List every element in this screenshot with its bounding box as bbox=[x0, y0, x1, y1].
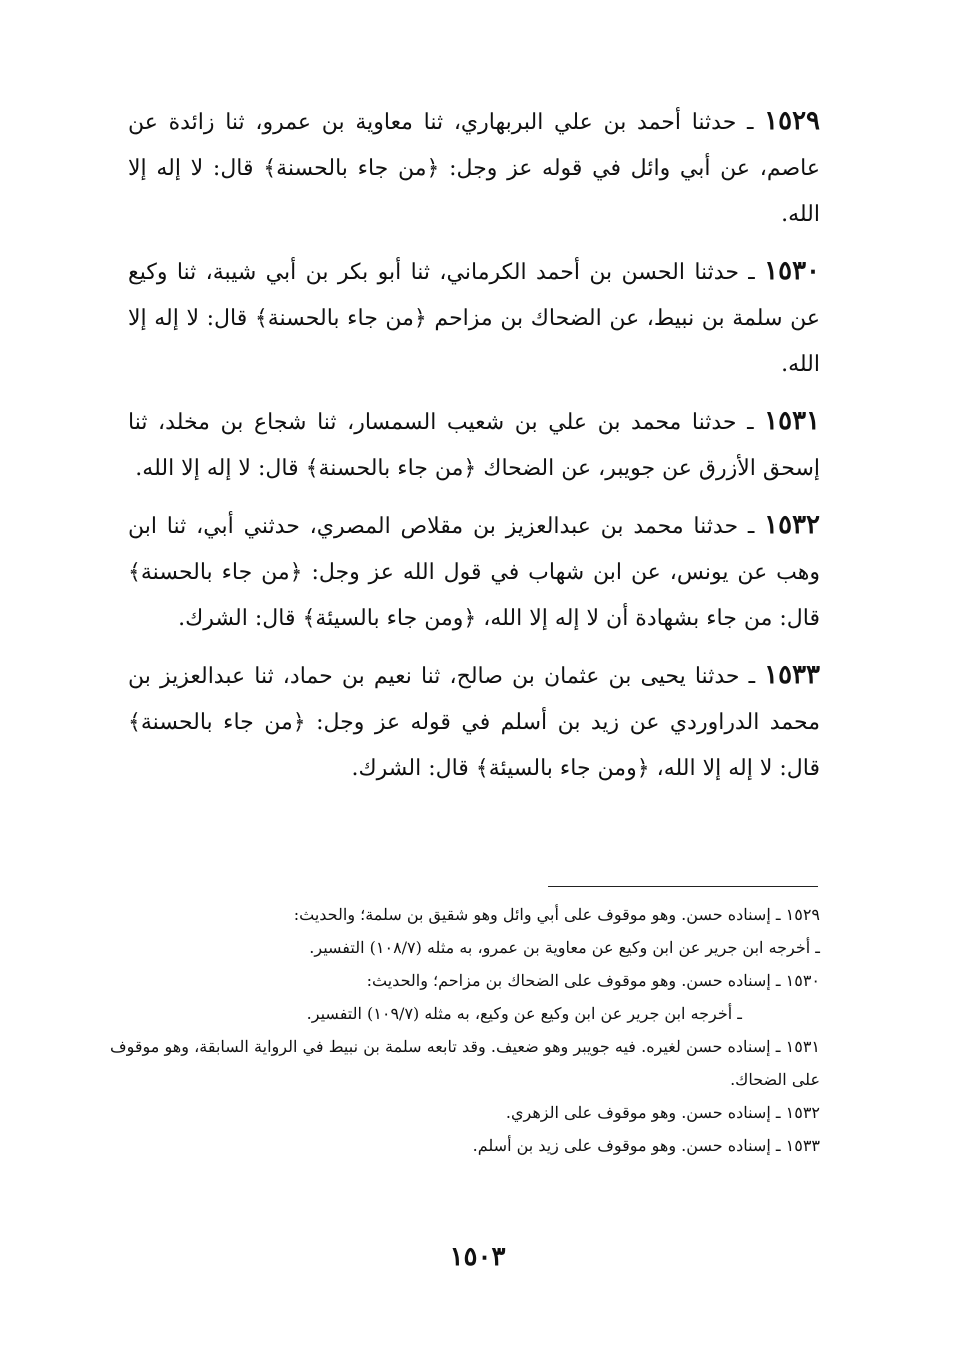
hadith-number: ١٥٢٩ bbox=[764, 106, 820, 136]
footnote-1530-source bbox=[110, 997, 820, 1030]
footnote-text: ـ أخرجه ابن جرير عن ابن وكيع عن وكيع، به مثله (١٠٩/٧) التفسير. bbox=[306, 1004, 742, 1023]
footnote-text: إسناده حسن. وهو موقوف على الضحاك بن مزاحم؛ والحديث: bbox=[366, 971, 771, 990]
hadith-text: ـ حدثنا محمد بن عبدالعزيز بن مقلاص المصري، حدثني أبي، ثنا ابن وهب عن يونس، عن ابن شهاب في قول الله عز وجل: ﴿من جاء بالحسنة﴾ قال: من جاء بشهادة أن لا إله إلا الله، ﴿ومن جاء بالسيئة﴾ قال: الشرك. bbox=[128, 514, 820, 631]
hadith-text: ـ حدثنا أحمد بن علي البربهاري، ثنا معاوية بن عمرو، ثنا زائدة عن عاصم، عن أبي وائل في قوله عز وجل: ﴿من جاء بالحسنة﴾ قال: لا إله إلا الله. bbox=[128, 110, 820, 227]
footnotes bbox=[110, 898, 820, 1162]
footnote-1532: ١٥٣٢ ـ إسناده حسن. وهو موقوف على الزهري. bbox=[505, 1103, 820, 1122]
footnote-divider bbox=[548, 886, 818, 887]
hadith-number: ١٥٣١ bbox=[764, 406, 820, 436]
footnote-1529: ١٥٢٩ ـ إسناده حسن. وهو موقوف على أبي وائل وهو شقيق بن سلمة؛ والحديث: bbox=[293, 905, 820, 924]
footnote-text: إسناده حسن لغيره. فيه جويبر وهو ضعيف. وقد تابعه سلمة بن نبيط في الرواية السابقة، وهو موقوف على الضحاك. bbox=[110, 1037, 820, 1089]
footnote-1529-source bbox=[110, 931, 820, 964]
footnote-number: ١٥٣٠ bbox=[785, 971, 820, 990]
hadith-text: ـ حدثنا الحسن بن أحمد الكرماني، ثنا أبو بكر بن أبي شيبة، ثنا وكيع عن سلمة بن نبيط، عن الضحاك بن مزاحم ﴿من جاء بالحسنة﴾ قال: لا إله إلا الله. bbox=[128, 260, 820, 377]
hadith-1532 bbox=[128, 502, 820, 642]
hadith-1530 bbox=[128, 248, 820, 388]
hadith-1529 bbox=[128, 98, 820, 238]
footnote-number: ١٥٣٢ bbox=[785, 1103, 820, 1122]
hadith-text: ـ حدثنا يحيى بن عثمان بن صالح، ثنا نعيم بن حماد، ثنا عبدالعزيز بن محمد الدراوردي عن زيد بن أسلم في قوله عز وجل: ﴿من جاء بالحسنة﴾ قال: لا إله إلا الله، ﴿ومن جاء بالسيئة﴾ قال: الشرك. bbox=[128, 664, 820, 781]
footnote-1533: ١٥٣٣ ـ إسناده حسن. وهو موقوف على زيد بن أسلم. bbox=[472, 1136, 820, 1155]
hadith-text: ـ حدثنا محمد بن علي بن شعيب السمسار، ثنا شجاع بن مخلد، ثنا إسحق الأزرق عن جويبر، عن الضحاك ﴿من جاء بالحسنة﴾ قال: لا إله إلا الله. bbox=[128, 410, 820, 481]
footnote-text: إسناده حسن. وهو موقوف على الزهري. bbox=[505, 1103, 771, 1122]
hadith-number: ١٥٣٠ bbox=[764, 256, 820, 286]
footnote-number: ١٥٣١ bbox=[785, 1037, 821, 1056]
footnote-number: ١٥٢٩ bbox=[785, 905, 820, 924]
hadith-1531 bbox=[128, 398, 820, 492]
hadith-number: ١٥٣٣ bbox=[764, 660, 820, 690]
page-number: ١٥٠٣ bbox=[449, 1242, 506, 1272]
footnote-number: ١٥٣٣ bbox=[785, 1136, 820, 1155]
footnote-1530: ١٥٣٠ ـ إسناده حسن. وهو موقوف على الضحاك بن مزاحم؛ والحديث: bbox=[366, 971, 820, 990]
hadith-list bbox=[128, 98, 820, 802]
hadith-number: ١٥٣٢ bbox=[764, 510, 820, 540]
hadith-1533 bbox=[128, 652, 820, 792]
footnote-text: إسناده حسن. وهو موقوف على زيد بن أسلم. bbox=[472, 1136, 771, 1155]
footnote-1531: ١٥٣١ ـ إسناده حسن لغيره. فيه جويبر وهو ضعيف. وقد تابعه سلمة بن نبيط في الرواية السابقة، وهو موقوف على الضحاك. bbox=[110, 1037, 821, 1089]
footnote-text: إسناده حسن. وهو موقوف على أبي وائل وهو شقيق بن سلمة؛ والحديث: bbox=[293, 905, 771, 924]
footnote-text: ـ أخرجه ابن جرير عن ابن وكيع عن معاوية بن عمرو، به مثله (١٠٨/٧) التفسير. bbox=[309, 938, 820, 957]
